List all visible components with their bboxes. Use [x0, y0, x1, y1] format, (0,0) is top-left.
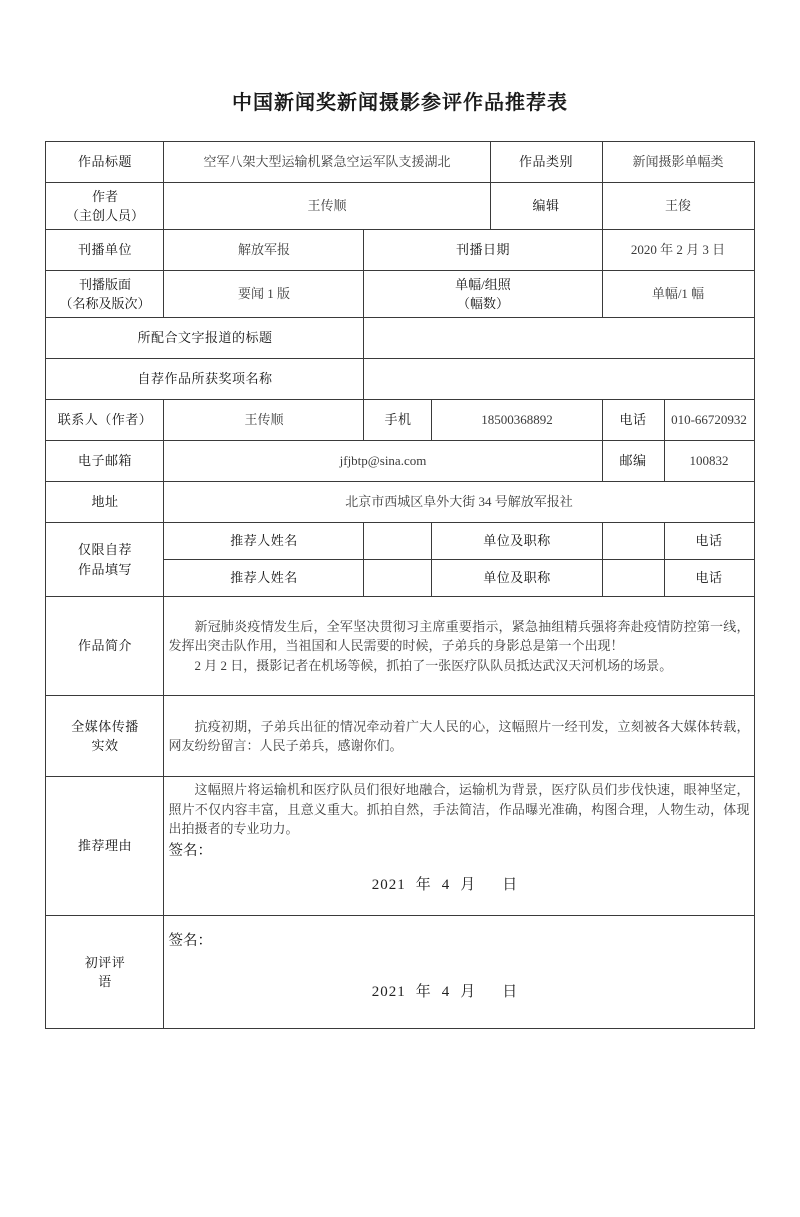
publish-page-label-sub: （名称及版次） [59, 296, 151, 311]
date-year-suffix-2: 年 [415, 983, 432, 1000]
table-row [46, 523, 754, 560]
publish-page-label [46, 271, 164, 318]
recommend-reason-text: 这幅照片将运输机和医疗队员们很好地融合，运输机为背景，医疗队员们步伐快速，眼神坚定，照片不仅内容丰富，且意义重大。抓拍自然，手法简洁，作品曝光准确，构图合理，人物生动，体现出拍摄者的专业功力。 [168, 782, 750, 836]
date-line-1 [168, 874, 749, 897]
table-row [46, 441, 754, 482]
date-month-1: 4 [441, 877, 451, 894]
date-day-suffix-2: 日 [502, 983, 519, 1000]
media-effect-label: 全媒体传播实效 [46, 696, 164, 777]
count-label-main: 单幅/组照 [455, 276, 511, 292]
editor-value: 王俊 [602, 183, 754, 230]
author-label-sub: （主创人员） [65, 208, 144, 223]
self-award-value[interactable] [364, 359, 754, 400]
date-month-2: 4 [441, 983, 451, 1000]
table-row [46, 777, 754, 916]
recommend-reason-value [164, 777, 754, 916]
table-row [46, 359, 754, 400]
companion-report-value[interactable] [364, 318, 754, 359]
table-row [46, 271, 754, 318]
unit-title-label-2: 单位及职称 [432, 560, 602, 597]
companion-report-label: 所配合文字报道的标题 [46, 318, 364, 359]
table-row [46, 318, 754, 359]
table-row [46, 482, 754, 523]
publish-page-value: 要闻 1 版 [164, 271, 364, 318]
self-recommend-only-line2: 作品填写 [77, 561, 132, 577]
summary-paragraph-2: 2 月 2 日，摄影记者在机场等候，抓拍了一张医疗队队员抵达武汉天河机场的场景。 [194, 657, 673, 673]
recommender-value-1[interactable] [364, 523, 432, 560]
recommender-label-2: 推荐人姓名 [164, 560, 364, 597]
recommender-value-2[interactable] [364, 560, 432, 597]
page-title: 中国新闻奖新闻摄影参评作品推荐表 [232, 92, 568, 114]
phone-label: 电话 [602, 400, 664, 441]
document-page [0, 86, 800, 1217]
table-row [46, 400, 754, 441]
rec-phone-label-2: 电话 [664, 560, 754, 597]
date-line-2 [168, 981, 749, 1004]
table-row [46, 696, 754, 777]
editor-label: 编辑 [490, 183, 602, 230]
first-review-label: 初评评语 [46, 916, 164, 1029]
self-recommend-only-line1: 仅限自荐 [77, 542, 132, 557]
recommender-label-1: 推荐人姓名 [164, 523, 364, 560]
unit-title-value-2[interactable] [602, 560, 664, 597]
media-effect-value [164, 696, 754, 777]
first-review-value [164, 916, 754, 1029]
count-value: 单幅/1 幅 [602, 271, 754, 318]
work-category-value: 新闻摄影单幅类 [602, 142, 754, 183]
author-label [46, 183, 164, 230]
summary-label: 作品简介 [46, 597, 164, 696]
self-award-label: 自荐作品所获奖项名称 [46, 359, 364, 400]
address-label: 地址 [46, 482, 164, 523]
address-value: 北京市西城区阜外大街 34 号解放军报社 [164, 482, 754, 523]
publish-page-label-main: 刊播版面 [78, 276, 131, 292]
summary-value [164, 597, 754, 696]
author-label-main: 作者 [91, 188, 118, 204]
table-row [46, 916, 754, 1029]
table-row [46, 597, 754, 696]
zipcode-label: 邮编 [602, 441, 664, 482]
recommendation-form [45, 141, 754, 1029]
zipcode-value: 100832 [664, 441, 754, 482]
date-year-suffix-1: 年 [415, 877, 432, 894]
date-month-suffix-2: 月 [460, 983, 477, 1000]
date-month-suffix-1: 月 [460, 877, 477, 894]
signature-label-2[interactable]: 签名： [168, 933, 212, 949]
contact-label: 联系人（作者） [46, 400, 164, 441]
work-title-value: 空军八架大型运输机紧急空运军队支援湖北 [164, 142, 490, 183]
mobile-value: 18500368892 [432, 400, 602, 441]
summary-paragraph-1: 新冠肺炎疫情发生后，全军坚决贯彻习主席重要指示，紧急抽组精兵强将奔赴疫情防控第一线，发挥出突击队作用，当祖国和人民需要的时候，子弟兵的身影总是第一个出现！ [168, 618, 750, 654]
count-label [364, 271, 602, 318]
rec-phone-label-1: 电话 [664, 523, 754, 560]
date-day-suffix-1: 日 [502, 877, 519, 894]
unit-title-value-1[interactable] [602, 523, 664, 560]
table-row [46, 230, 754, 271]
publisher-value: 解放军报 [164, 230, 364, 271]
count-label-sub: （幅数） [456, 296, 509, 311]
work-category-label: 作品类别 [490, 142, 602, 183]
contact-value: 王传顺 [164, 400, 364, 441]
publish-date-value: 2020 年 2 月 3 日 [602, 230, 754, 271]
publisher-label: 刊播单位 [46, 230, 164, 271]
self-recommend-only-label [46, 523, 164, 597]
signature-label-1[interactable]: 签名： [168, 842, 212, 859]
date-year-1: 2021 [371, 877, 406, 894]
phone-value: 010-66720932 [664, 400, 754, 441]
table-row [46, 183, 754, 230]
work-title-label: 作品标题 [46, 142, 164, 183]
author-value: 王传顺 [164, 183, 490, 230]
email-label: 电子邮箱 [46, 441, 164, 482]
recommend-reason-label: 推荐理由 [46, 777, 164, 916]
publish-date-label: 刊播日期 [364, 230, 602, 271]
table-row [46, 142, 754, 183]
media-effect-text: 抗疫初期，子弟兵出征的情况牵动着广大人民的心，这幅照片一经刊发，立刻被各大媒体转载，网友纷纷留言：人民子弟兵，感谢你们。 [168, 718, 750, 753]
mobile-label: 手机 [364, 400, 432, 441]
email-value: jfjbtp@sina.com [164, 441, 602, 482]
unit-title-label-1: 单位及职称 [432, 523, 602, 560]
date-year-2: 2021 [371, 983, 406, 1000]
